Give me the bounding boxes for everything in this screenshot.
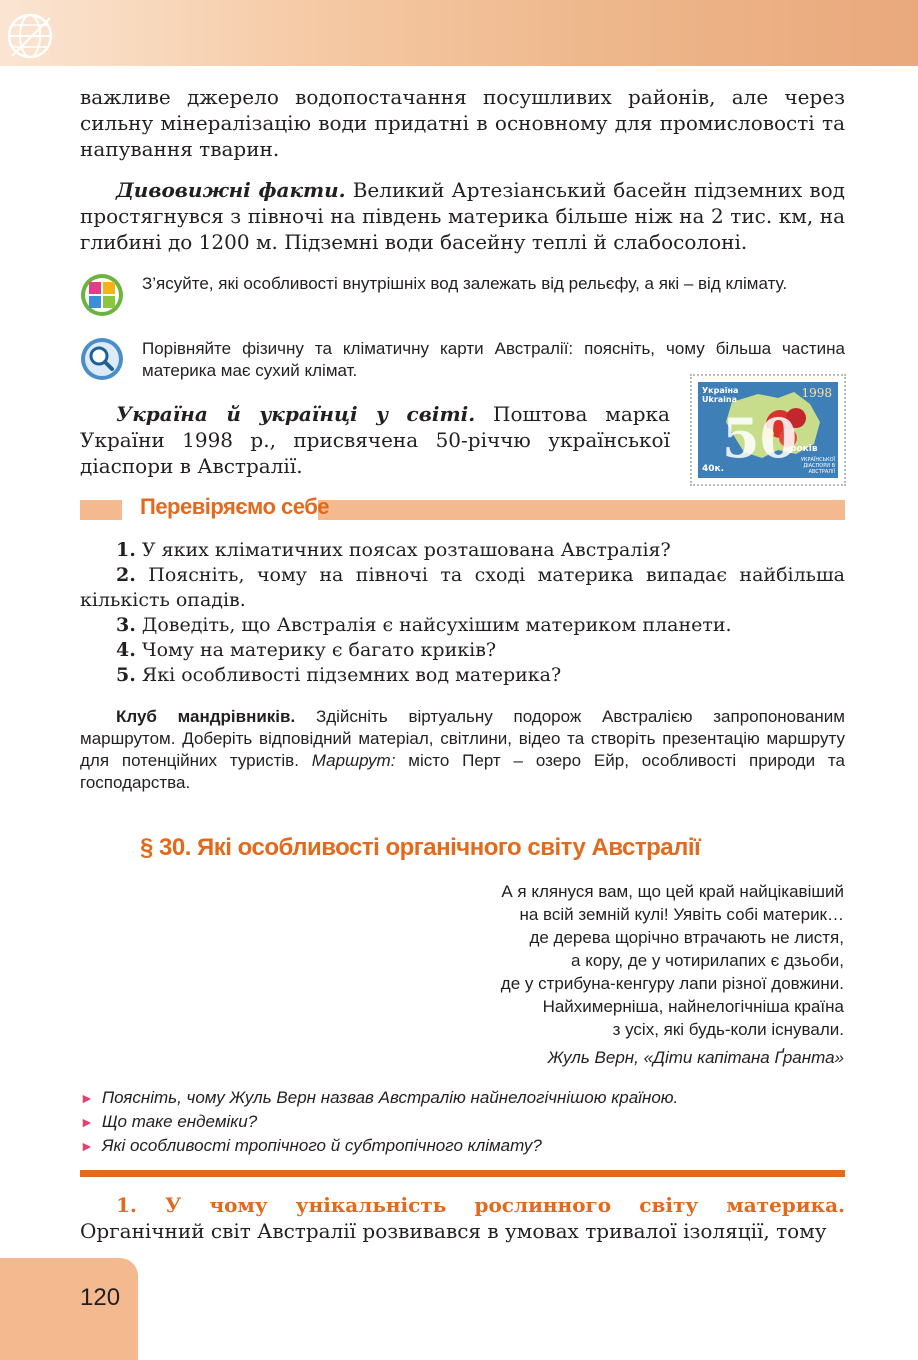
stamp-value: 40к.: [702, 464, 725, 474]
epigraph-line: а кору, де у чотирилапих є дзьоби,: [571, 951, 844, 970]
epigraph-line: Найхимерніша, найнелогічніша країна: [542, 997, 844, 1016]
facts-paragraph: [80, 177, 845, 255]
ukraine-text: Поштова марка України 1998 р., присвячена 50-річчю української діаспори в Австралії.: [80, 402, 670, 478]
ukraine-label: Україна й українці у світі.: [116, 402, 476, 426]
stamp-country: Україна Ukraina: [702, 386, 739, 404]
question-bullets: [80, 1086, 845, 1158]
task1-text: З’ясуйте, які особливості внутрішніх вод залежать від рельєфу, а які – від клімату.: [142, 274, 788, 293]
question-1: 1. У яких кліматичних поясах розташована Австралія?: [116, 539, 671, 561]
epigraph-line: на всій земній кулі! Уявіть собі материк…: [519, 905, 844, 924]
bullet-triangle-icon: ►: [80, 1090, 94, 1106]
postage-stamp-image: [690, 374, 846, 486]
facts-label: Дивовижні факти.: [116, 178, 346, 202]
club-paragraph: [80, 706, 845, 794]
section-bar-right: [318, 500, 845, 520]
paragraph-title: § 30. Які особливості органічного світу Австралії: [140, 834, 701, 861]
club-text: Здійсніть віртуальну подорож Австралією запропонованим маршрутом. Доберіть відповідний матеріал, світлини, відео та створіть презентацію маршруту для потенційних туристів.: [80, 707, 845, 770]
task2-text: Порівняйте фізичну та кліматичну карти Австралії: поясніть, чому більша частина материка має сухий клімат.: [142, 339, 845, 380]
epigraph-line: де дерева щорічно втрачають не листя,: [529, 928, 844, 947]
epigraph: [344, 880, 844, 1069]
question-2: 2. Поясніть, чому на півночі та сході материка випадає найбільша кількість опадів.: [80, 564, 845, 611]
bullet-triangle-icon: ►: [80, 1138, 94, 1154]
bullet-item: ► Що таке ендеміки?: [80, 1112, 258, 1131]
section1-text: Органічний світ Австралії розвивався в умовах тривалої ізоляції, тому: [80, 1219, 827, 1243]
bullet-item: ► Поясніть, чому Жуль Верн назвав Австралію найнелогічнішою країною.: [80, 1088, 679, 1107]
stamp-caption: УКРАЇНСЬКОЇ ДІАСПОРИ В АВСТРАЛІЇ: [800, 457, 835, 475]
epigraph-author: Жуль Верн, «Діти капітана Ґранта»: [547, 1048, 844, 1067]
route-text: місто Перт – озеро Ейр, особливості природи та господарства.: [80, 751, 846, 792]
epigraph-line: з усіх, які будь-коли існували.: [612, 1020, 844, 1039]
bullet-triangle-icon: ►: [80, 1114, 94, 1130]
magnifier-icon: [80, 337, 124, 381]
check-section-title: Перевіряємо себе: [140, 494, 330, 519]
stamp-years-word: років: [790, 444, 818, 454]
globe-icon: [4, 10, 56, 62]
route-label: Маршрут:: [311, 751, 396, 770]
stamp-year: 1998: [801, 386, 832, 400]
question-3: 3. Доведіть, що Австралія є найсухішим материком планети.: [116, 614, 732, 636]
puzzle-icon: [80, 273, 124, 317]
page-number: 120: [80, 1284, 121, 1311]
section-divider: [80, 1170, 845, 1177]
page-header-band: [0, 0, 918, 66]
question-5: 5. Які особливості підземних вод материка?: [116, 664, 562, 686]
section-bar-left: [80, 500, 122, 520]
facts-text: Великий Артезіанський басейн підземних вод простягнувся з півночі на південь материка більше ніж на 2 тис. км, на глибині до 1200 м. Підземні води басейну теплі й слабосолоні.: [80, 178, 845, 254]
epigraph-line: А я клянуся вам, що цей край найцікавіший: [501, 882, 844, 901]
ukraine-paragraph: [80, 401, 670, 479]
question-4: 4. Чому на материку є багато криків?: [116, 639, 497, 661]
section1-title: 1. У чому унікальність рослинного світу материка.: [116, 1193, 845, 1217]
club-label: Клуб мандрівників.: [116, 707, 296, 726]
bullet-item: ► Які особливості тропічного й субтропічного клімату?: [80, 1136, 542, 1155]
intro-paragraph: важливе джерело водопостачання посушливих районів, але через сильну мінералізацію води придатні в основному для промисловості та напування тварин.: [80, 85, 845, 161]
stamp-big-number: 50: [722, 406, 798, 470]
epigraph-line: де у стрибуна-кенгуру лапи різної довжини.: [500, 974, 844, 993]
section1-paragraph: [80, 1192, 845, 1244]
